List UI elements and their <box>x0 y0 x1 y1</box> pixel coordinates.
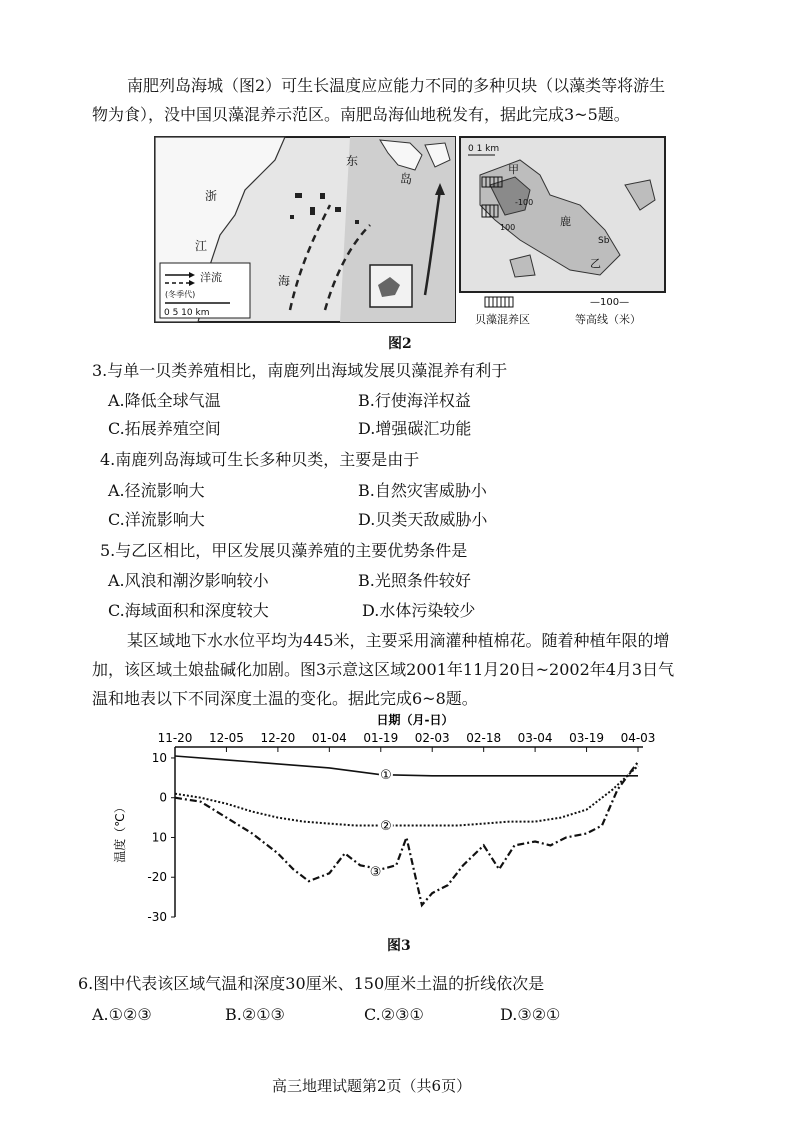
q5-option-c: C.海域面积和深度较大 <box>108 601 269 620</box>
map-label-hai: 海 <box>278 274 291 288</box>
y-tick-label: -30 <box>147 910 167 924</box>
q5-option-b: B.光照条件较好 <box>358 571 471 590</box>
figure3-chart <box>110 712 670 927</box>
q3-stem: 3.与单一贝类养殖相比，南鹿列出海域发展贝藻混养有利于 <box>92 361 508 380</box>
y-tick-label: 10 <box>151 830 167 845</box>
figure2-map <box>150 135 670 335</box>
page-footer: 高三地理试题第2页（共6页） <box>272 1077 472 1095</box>
series-line-1 <box>175 756 638 776</box>
q6-stem: 6.图中代表该区域气温和深度30厘米、150厘米土温的折线依次是 <box>78 974 545 993</box>
inset-label-sb: Sb <box>598 236 610 246</box>
q6-option-c: C.②③① <box>364 1005 424 1024</box>
chart-title: 日期（月-日） <box>376 713 454 727</box>
y-tick-label: 0 <box>159 790 167 805</box>
y-tick-label: -20 <box>147 870 167 885</box>
map-label-dong: 东 <box>346 154 359 168</box>
q4-option-d: D.贝类天敌威胁小 <box>358 510 488 529</box>
q5-option-a: A.风浪和潮汐影响较小 <box>108 571 269 590</box>
legend-contour-line: —100— <box>590 297 630 308</box>
map-label-jiang: 江 <box>195 239 208 253</box>
legend-scale: 0 5 10 km <box>164 308 210 318</box>
intro2-line3: 温和地表以下不同深度土温的变化。据此完成6~8题。 <box>92 689 478 708</box>
map-label-zhe: 浙 <box>205 189 218 203</box>
figure2-caption: 图2 <box>388 336 412 352</box>
q3-option-a: A.降低全球气温 <box>108 391 221 410</box>
q4-option-b: B.自然灾害威胁小 <box>358 481 487 500</box>
legend-season: (冬季代) <box>165 290 196 299</box>
series-line-3 <box>175 762 638 905</box>
x-tick-label: 02-03 <box>414 731 450 745</box>
q6-option-d: D.③②① <box>500 1005 561 1024</box>
x-tick-label: 01-19 <box>363 731 399 745</box>
q6-option-a: A.①②③ <box>92 1005 152 1024</box>
intro2-line1: 某区域地下水水位平均为445米，主要采用滴灌种植棉花。随着种植年限的增 <box>127 631 670 650</box>
x-tick-label: 02-18 <box>466 731 502 745</box>
inset-contour-2: 100 <box>500 223 516 232</box>
legend-mix-area: 贝藻混养区 <box>475 313 530 326</box>
q3-option-c: C.拓展养殖空间 <box>108 419 221 438</box>
q5-option-d: D.水体污染较少 <box>362 601 476 620</box>
inset-label-lu: 鹿 <box>560 215 571 228</box>
q6-option-b: B.②①③ <box>225 1005 285 1024</box>
q3-option-d: D.增强碳汇功能 <box>358 419 472 438</box>
inset-label-yi: 乙 <box>590 257 601 270</box>
inset-scale: 0 1 km <box>468 144 500 154</box>
legend-current: 洋流 <box>200 271 222 284</box>
inset-label-jia: 甲 <box>508 163 519 176</box>
x-tick-label: 12-05 <box>209 731 244 745</box>
inset-contour-1: -100 <box>515 198 534 207</box>
series-label-1: ① <box>380 768 392 784</box>
q5-stem: 5.与乙区相比，甲区发展贝藻养殖的主要优势条件是 <box>100 541 468 560</box>
q4-option-a: A.径流影响大 <box>108 481 205 500</box>
x-tick-label: 03-19 <box>569 731 604 745</box>
x-tick-label: 11-20 <box>157 731 193 745</box>
series-label-3: ③ <box>369 864 382 880</box>
intro1-line2: 物为食），没中国贝藻混养示范区。南肥岛海仙地税发有，据此完成3~5题。 <box>92 105 630 124</box>
figure3-caption: 图3 <box>387 938 411 954</box>
x-tick-label: 03-04 <box>517 731 553 745</box>
y-axis-label: 温度（℃） <box>113 801 127 863</box>
x-tick-label: 01-04 <box>311 731 347 745</box>
series-label-2: ② <box>380 819 392 835</box>
legend-contour: 等高线（米） <box>575 313 641 326</box>
q4-stem: 4.南鹿列岛海域可生长多种贝类，主要是由于 <box>100 450 420 469</box>
intro1-line1: 南肥列岛海城（图2）可生长温度应应能力不同的多种贝块（以藻类等将游生 <box>127 76 666 95</box>
map-label-dao: 岛 <box>400 172 413 186</box>
intro2-line2: 加，该区域土娘盐碱化加剧。图3示意这区域2001年11月20日~2002年4月3日气 <box>92 660 675 679</box>
x-tick-label: 04-03 <box>620 731 656 745</box>
q4-option-c: C.洋流影响大 <box>108 510 205 529</box>
y-tick-label: 10 <box>151 750 167 765</box>
q3-option-b: B.行使海洋权益 <box>358 391 471 410</box>
x-tick-label: 12-20 <box>260 731 296 745</box>
